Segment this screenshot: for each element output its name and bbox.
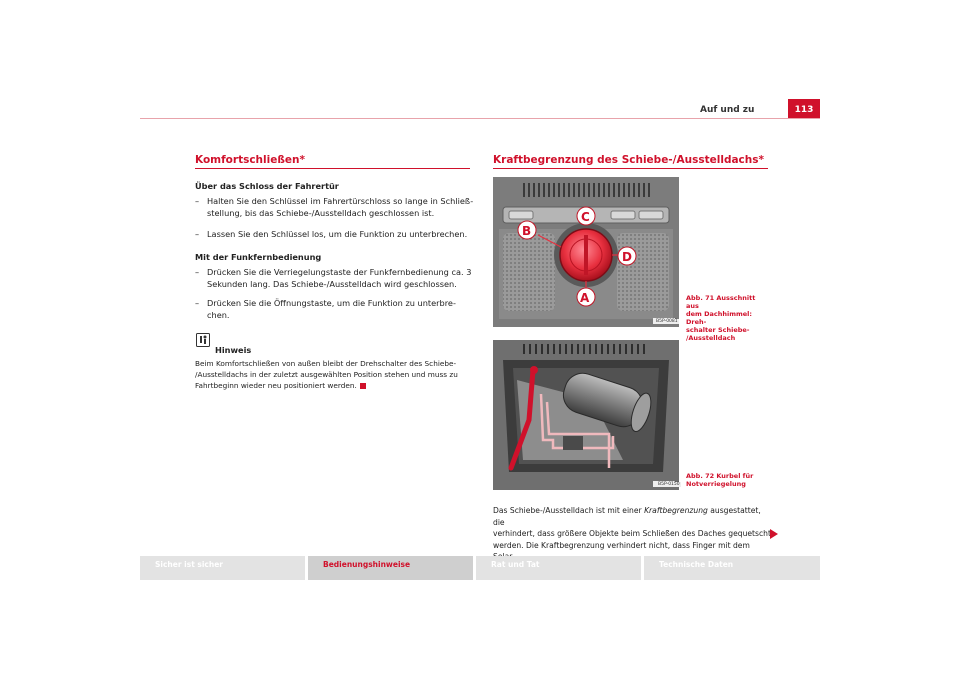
caption-line: /Ausstelldach — [686, 334, 736, 342]
body-text: Das Schiebe-/Ausstelldach ist mit einer — [493, 506, 645, 515]
section-title-komfortschliessen: Komfortschließen* — [195, 154, 305, 166]
note-body — [195, 358, 475, 391]
subheading-fahrertuer: Über das Schloss der Fahrertür — [195, 181, 339, 191]
note-line: /Ausstelldachs in der zuletzt ausgewählten Position stehen und muss zu — [195, 370, 458, 379]
note-label: Hinweis — [215, 345, 252, 355]
list-item-line: Sekunden lang. Das Schiebe-/Ausstelldach wird geschlossen. — [207, 279, 457, 289]
section-title-kraftbegrenzung: Kraftbegrenzung des Schiebe-/Ausstelldachs* — [493, 154, 764, 166]
body-text: ausgestattet, die — [493, 506, 761, 527]
continue-arrow-icon — [770, 529, 778, 539]
emphasis-text: Kraftbegrenzung — [644, 506, 708, 515]
list-dash: – — [195, 267, 200, 277]
figure-label-d: D — [622, 250, 632, 264]
footer-tab-bedienungshinweise[interactable] — [308, 556, 473, 580]
section-rule — [493, 168, 768, 169]
body-text: verhindert, dass größere Objekte beim Schließen des Daches gequetscht — [493, 529, 771, 538]
header-rule — [140, 118, 820, 119]
list-dash: – — [195, 229, 200, 239]
list-item-line: chen. — [207, 310, 230, 320]
list-item-line: Drücken Sie die Verriegelungstaste der Funkfernbedienung ca. 3 — [207, 267, 472, 277]
page-number: 113 — [788, 99, 820, 119]
figure-emergency-crank — [493, 340, 679, 490]
note-line: Fahrtbeginn wieder neu positioniert werden. — [195, 381, 357, 390]
footer-tab-rat-und-tat[interactable] — [476, 556, 641, 580]
footer-tab-label: Rat und Tat — [491, 560, 540, 569]
section-rule — [195, 168, 470, 169]
footer-tab-sicher[interactable] — [140, 556, 305, 580]
figure-caption-72 — [686, 472, 766, 488]
body-text: werden. Die Kraftbegrenzung verhindert nicht, dass Finger mit dem — [493, 540, 750, 550]
footer-tab-technische-daten[interactable] — [644, 556, 820, 580]
figure-caption-71 — [686, 294, 766, 342]
caption-line: Abb. 72 Kurbel für — [686, 472, 754, 480]
caption-line: dem Dachhimmel: Dreh- — [686, 310, 752, 326]
header-title: Auf und zu — [700, 105, 755, 115]
figure-label-a: A — [580, 291, 590, 305]
figure-label-c: C — [581, 210, 590, 224]
list-dash: – — [195, 196, 200, 206]
list-dash: – — [195, 298, 200, 308]
figure-code: B5P-0150 — [658, 482, 680, 487]
list-item-line: Drücken Sie die Öffnungstaste, um die Funktion zu unterbre- — [207, 298, 456, 308]
footer-tab-label: Sicher ist sicher — [155, 560, 223, 569]
figure-code: B5P-0081 — [656, 319, 678, 324]
note-icon — [196, 333, 210, 347]
list-item-line: Lassen Sie den Schlüssel los, um die Funktion zu unterbrechen. — [207, 229, 468, 239]
list-item-line: stellung, bis das Schiebe-/Ausstelldach geschlossen ist. — [207, 208, 435, 218]
figure-label-b: B — [522, 224, 532, 238]
note-line: Beim Komfortschließen von außen bleibt der Drehschalter des Schiebe- — [195, 359, 457, 368]
caption-line: schalter Schiebe- — [686, 326, 750, 334]
section-end-mark — [360, 383, 366, 389]
footer-tab-label: Technische Daten — [659, 560, 734, 569]
caption-line: Notverriegelung — [686, 480, 746, 488]
body-text-kraftbegrenzung — [493, 505, 773, 563]
caption-line: Abb. 71 Ausschnitt aus — [686, 294, 756, 310]
footer-tab-label: Bedienungshinweise — [323, 560, 411, 569]
subheading-funkfernbedienung: Mit der Funkfernbedienung — [195, 252, 322, 262]
list-item-line: Halten Sie den Schlüssel im Fahrertürschloss so lange in Schließ- — [207, 196, 474, 206]
